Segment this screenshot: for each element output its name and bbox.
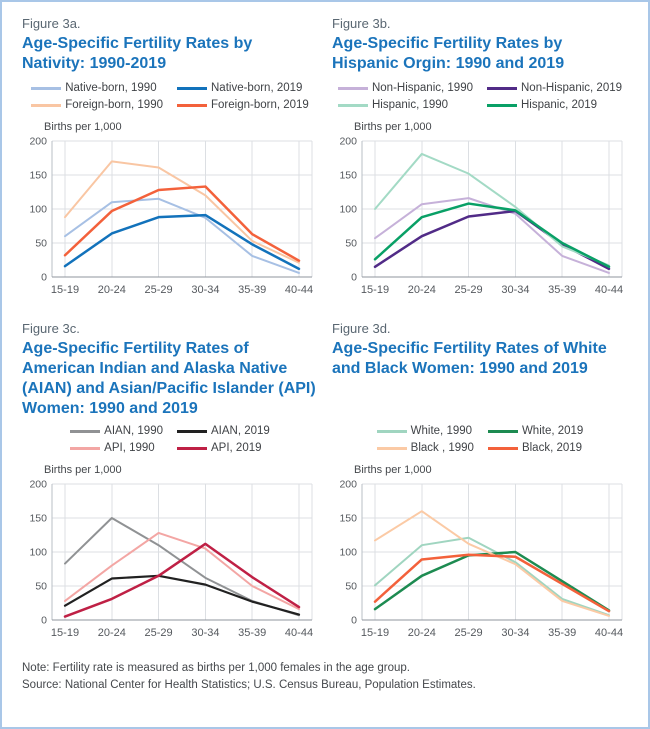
figure-3b-panel [332, 16, 628, 307]
x-tick-label: 20-24 [97, 627, 126, 639]
line-chart-svg [22, 478, 318, 650]
legend-item [338, 82, 473, 94]
x-tick-label: 30-34 [191, 627, 220, 639]
legend-line-swatch [487, 87, 517, 90]
x-tick-label: 25-29 [454, 627, 483, 639]
y-tick-label: 200 [339, 478, 357, 491]
legend-label: White, 1990 [410, 425, 473, 437]
y-tick-label: 100 [29, 203, 47, 216]
figure-3d-title: Age-Specific Fertility Rates of White and Black Women: 1990 and 2019 [332, 340, 607, 377]
legend-label: Black , 1990 [410, 442, 474, 454]
y-tick-label: 0 [351, 271, 357, 284]
line-chart-svg [332, 478, 628, 650]
x-tick-label: 30-34 [191, 284, 220, 296]
x-tick-label: 40-44 [594, 284, 624, 296]
legend-line-swatch [177, 104, 207, 107]
figure-3a-title: Age-Specific Fertility Rates by Nativity: 1990-2019 [22, 35, 253, 72]
figure-3a-heading [22, 16, 318, 74]
series-line-aian-2019 [65, 576, 299, 615]
legend-line-swatch [177, 87, 207, 90]
y-tick-label: 200 [339, 135, 357, 148]
legend-label: Native-born, 1990 [65, 82, 157, 94]
y-tick-label: 100 [339, 546, 357, 559]
legend-line-swatch [338, 104, 368, 107]
x-tick-label: 15-19 [50, 284, 80, 296]
legend-line-swatch [177, 447, 207, 450]
legend-item [31, 82, 163, 94]
figure-3c-heading [22, 321, 318, 419]
y-tick-label: 200 [29, 135, 47, 148]
legend-label: AIAN, 2019 [211, 425, 270, 437]
x-tick-label: 20-24 [407, 627, 436, 639]
x-tick-label: 25-29 [144, 627, 173, 639]
figure-3b-label: Figure 3b. [332, 16, 391, 31]
legend-label: Hispanic, 2019 [521, 99, 598, 111]
figure-3a-chart [22, 135, 318, 307]
figure-3d-legend [332, 425, 628, 454]
legend-item [488, 442, 583, 454]
series-line-native-born-1990 [65, 199, 299, 273]
legend-line-swatch [177, 430, 207, 433]
legend-label: White, 2019 [521, 425, 584, 437]
y-tick-label: 0 [41, 614, 47, 627]
y-tick-label: 50 [345, 580, 357, 593]
x-tick-label: 20-24 [407, 284, 436, 296]
x-tick-label: 40-44 [284, 627, 314, 639]
figure-3b-heading [332, 16, 628, 74]
x-tick-label: 40-44 [594, 627, 624, 639]
y-tick-label: 50 [35, 580, 47, 593]
legend-item [377, 425, 474, 437]
legend-line-swatch [488, 447, 518, 450]
figure-3b-chart [332, 135, 628, 307]
figure-3b-legend [332, 82, 628, 111]
figure-3c-title: Age-Specific Fertility Rates of American Indian and Alaska Native (AIAN) and Asian/Pacific Islander (API) Women: 1990 and 2019 [22, 340, 316, 417]
legend-item [177, 442, 270, 454]
x-tick-label: 20-24 [97, 284, 126, 296]
x-tick-label: 35-39 [238, 627, 267, 639]
line-chart-svg [332, 135, 628, 307]
series-line-api-1990 [65, 533, 299, 609]
y-tick-label: 0 [41, 271, 47, 284]
figure-3c-panel [22, 321, 318, 650]
legend-item [338, 99, 473, 111]
legend-item [487, 99, 622, 111]
x-tick-label: 25-29 [144, 284, 173, 296]
x-tick-label: 30-34 [501, 627, 530, 639]
legend-item [377, 442, 474, 454]
legend-line-swatch [31, 104, 61, 107]
legend-line-swatch [31, 87, 61, 90]
y-tick-label: 200 [29, 478, 47, 491]
series-line-black-1990 [375, 511, 609, 616]
legend-line-swatch [70, 447, 100, 450]
figure-3a-legend [22, 82, 318, 111]
x-tick-label: 35-39 [548, 627, 577, 639]
legend-label: Black, 2019 [521, 442, 583, 454]
figure-3c-legend [22, 425, 318, 454]
series-line-white-1990 [375, 538, 609, 616]
legend-line-swatch [70, 430, 100, 433]
legend-item [70, 425, 163, 437]
legend-line-swatch [487, 104, 517, 107]
legend-label: AIAN, 1990 [104, 425, 163, 437]
y-tick-label: 50 [35, 237, 47, 250]
x-tick-label: 35-39 [548, 284, 577, 296]
legend-line-swatch [377, 430, 407, 433]
legend-item [487, 82, 622, 94]
figure-3d-chart [332, 478, 628, 650]
figure-3d-heading [332, 321, 628, 419]
legend-line-swatch [377, 447, 407, 450]
y-tick-label: 150 [29, 169, 47, 182]
legend-item [488, 425, 583, 437]
figure-3a-label: Figure 3a. [22, 16, 81, 31]
figure-3b-title: Age-Specific Fertility Rates by Hispanic Orgin: 1990 and 2019 [332, 35, 565, 72]
note-text: Note: Fertility rate is measured as births per 1,000 females in the age group. [22, 662, 411, 674]
y-tick-label: 150 [339, 169, 357, 182]
legend-line-swatch [488, 430, 518, 433]
x-tick-label: 25-29 [454, 284, 483, 296]
legend-item [177, 99, 309, 111]
legend-label: Non-Hispanic, 2019 [521, 82, 623, 94]
legend-label: API, 1990 [104, 442, 155, 454]
legend-label: Foreign-born, 1990 [65, 99, 163, 111]
x-tick-label: 40-44 [284, 284, 314, 296]
legend-item [31, 99, 163, 111]
figure-3b-y-axis-unit: Births per 1,000 [354, 121, 432, 133]
legend-label: Non-Hispanic, 1990 [371, 82, 473, 94]
legend-label: Hispanic, 1990 [371, 99, 449, 111]
legend-line-swatch [338, 87, 368, 90]
legend-label: Foreign-born, 2019 [211, 99, 309, 111]
legend-item [177, 425, 270, 437]
legend-label: API, 2019 [211, 442, 262, 454]
legend-label: Native-born, 2019 [211, 82, 303, 94]
source-text: Source: National Center for Health Statistics; U.S. Census Bureau, Population Estimates. [22, 679, 476, 692]
figure-3a-panel [22, 16, 318, 307]
y-tick-label: 100 [339, 203, 357, 216]
figure-3c-chart [22, 478, 318, 650]
figure-3c-y-axis-unit: Births per 1,000 [44, 464, 122, 476]
line-chart-svg [22, 135, 318, 307]
figure-3d-label: Figure 3d. [332, 321, 391, 336]
x-tick-label: 15-19 [360, 627, 390, 639]
footnotes [22, 660, 628, 695]
figure-3c-label: Figure 3c. [22, 321, 80, 336]
legend-item [70, 442, 163, 454]
y-tick-label: 150 [29, 512, 47, 525]
x-tick-label: 15-19 [360, 284, 390, 296]
figure-3a-y-axis-unit: Births per 1,000 [44, 121, 122, 133]
charts-grid [22, 16, 628, 650]
figure-3d-y-axis-unit: Births per 1,000 [354, 464, 432, 476]
x-tick-label: 15-19 [50, 627, 80, 639]
x-tick-label: 35-39 [238, 284, 267, 296]
y-tick-label: 50 [345, 237, 357, 250]
y-tick-label: 0 [351, 614, 357, 627]
series-line-aian-1990 [65, 518, 299, 615]
figure-3d-panel [332, 321, 628, 650]
y-tick-label: 100 [29, 546, 47, 559]
x-tick-label: 30-34 [501, 284, 530, 296]
series-line-foreign-born-1990 [65, 161, 299, 262]
y-tick-label: 150 [339, 512, 357, 525]
series-line-white-2019 [375, 552, 609, 610]
legend-item [177, 82, 309, 94]
